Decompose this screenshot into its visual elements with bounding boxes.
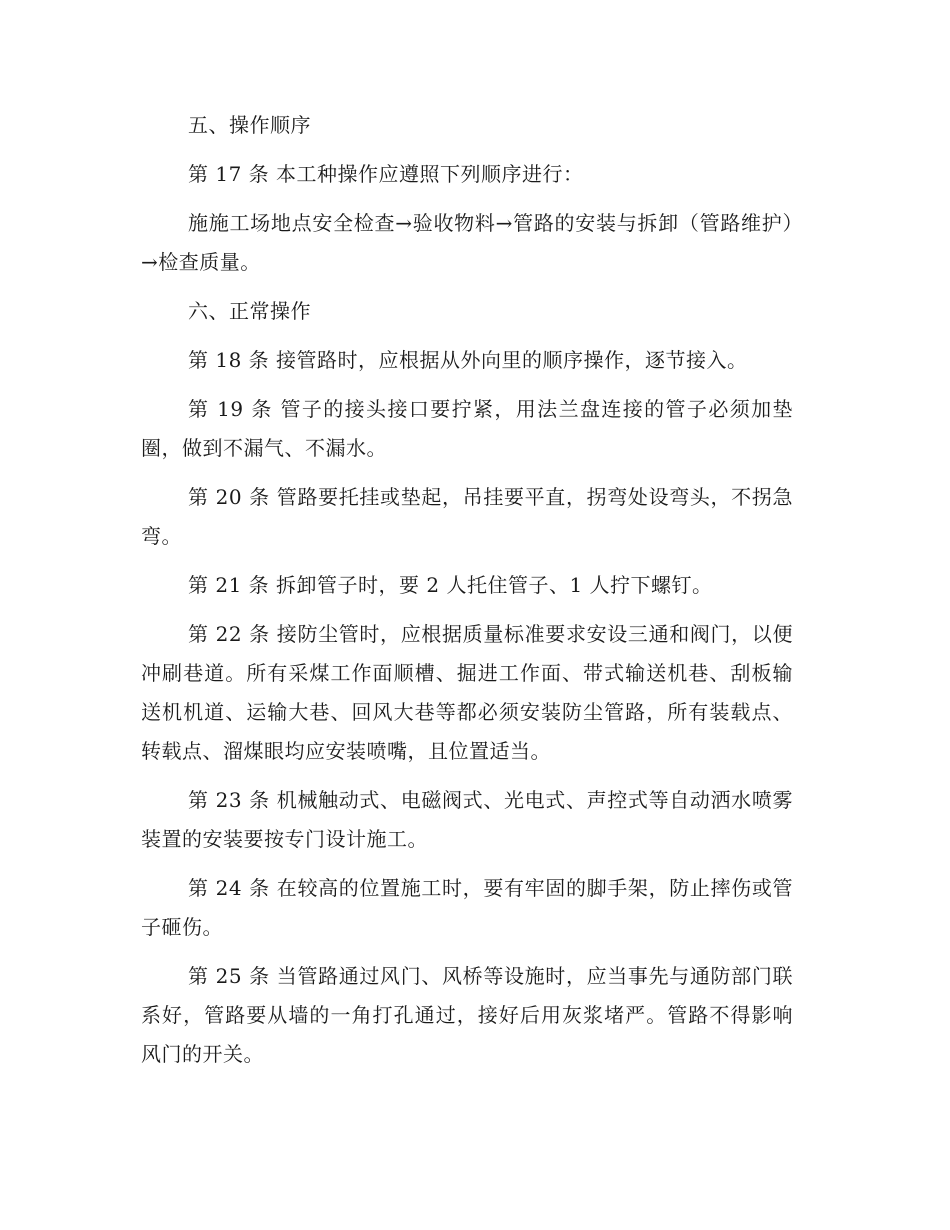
article-25: 第 25 条 当管路通过风门、风桥等设施时，应当事先与通防部门联系好，管路要从墙的一角打孔通过，接好后用灰浆堵严。管路不得影响风门的开关。 xyxy=(141,964,793,1066)
article-18: 第 18 条 接管路时，应根据从外向里的顺序操作，逐节接入。 xyxy=(188,348,748,372)
article-24: 第 24 条 在较高的位置施工时，要有牢固的脚手架，防止摔伤或管子砸伤。 xyxy=(141,876,793,939)
section-heading-normal-operation: 六、正常操作 xyxy=(188,299,311,323)
section-heading-operation-order: 五、操作顺序 xyxy=(188,113,311,137)
article-17: 第 17 条 本工种操作应遵照下列顺序进行： xyxy=(188,162,584,186)
article-21: 第 21 条 拆卸管子时，要 2 人托住管子、1 人拧下螺钉。 xyxy=(188,573,713,597)
document-body xyxy=(141,106,793,1084)
article-19: 第 19 条 管子的接头接口要拧紧，用法兰盘连接的管子必须加垫圈，做到不漏气、不漏水。 xyxy=(141,397,793,460)
article-20: 第 20 条 管路要托挂或垫起，吊挂要平直，拐弯处设弯头，不拐急弯。 xyxy=(141,485,793,548)
article-23: 第 23 条 机械触动式、电磁阀式、光电式、声控式等自动洒水喷雾装置的安装要按专门设计施工。 xyxy=(141,788,793,851)
article-22: 第 22 条 接防尘管时，应根据质量标准要求安设三通和阀门，以便冲刷巷道。所有采煤工作面顺槽、掘进工作面、带式输送机巷、刮板输送机机道、运输大巷、回风大巷等都必须安装防尘管路，所有装载点、转载点、溜煤眼均应安装喷嘴，且位置适当。 xyxy=(141,622,793,763)
operation-sequence: 施施工场地点安全检查→验收物料→管路的安装与拆卸（管路维护）→检查质量。 xyxy=(141,211,793,274)
